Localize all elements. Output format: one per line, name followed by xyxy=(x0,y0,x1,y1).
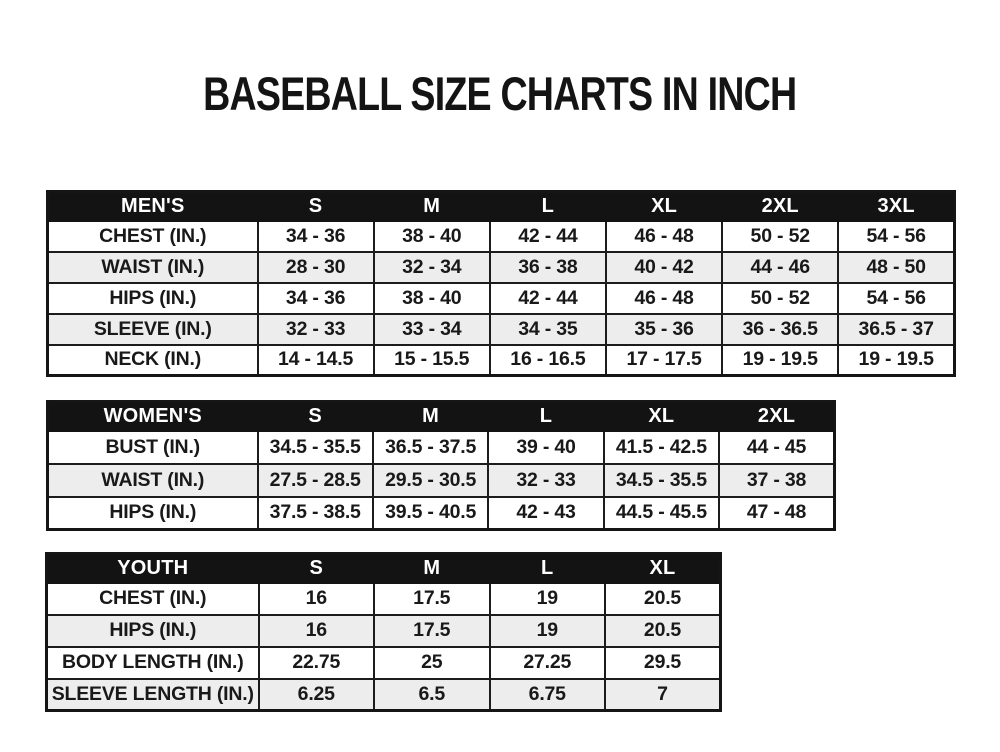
womens-size-table xyxy=(46,400,836,531)
size-value-cell: 19 - 19.5 xyxy=(722,345,838,376)
youth-sizes-table xyxy=(45,552,722,712)
table-row xyxy=(48,252,955,283)
size-value-cell: 36.5 - 37.5 xyxy=(373,431,488,464)
size-value-cell: 42 - 44 xyxy=(490,283,606,314)
table-title-cell: WOMEN'S xyxy=(48,402,258,431)
size-value-cell: 7 xyxy=(605,679,721,711)
mens-sizes-table xyxy=(46,190,956,377)
size-value-cell: 29.5 xyxy=(605,647,721,679)
size-value-cell: 34 - 36 xyxy=(258,221,374,252)
size-value-cell: 54 - 56 xyxy=(838,283,954,314)
table-row xyxy=(48,314,955,345)
size-value-cell: 46 - 48 xyxy=(606,221,722,252)
table-row xyxy=(48,464,835,497)
row-label-cell: BODY LENGTH (IN.) xyxy=(47,647,259,679)
row-label-cell: SLEEVE (IN.) xyxy=(48,314,258,345)
column-header-m: M xyxy=(373,402,488,431)
column-header-xl: XL xyxy=(605,554,721,583)
header-row xyxy=(47,554,721,583)
row-label-cell: SLEEVE LENGTH (IN.) xyxy=(47,679,259,711)
row-label-cell: HIPS (IN.) xyxy=(48,283,258,314)
size-value-cell: 39 - 40 xyxy=(488,431,603,464)
size-value-cell: 15 - 15.5 xyxy=(374,345,490,376)
mens-size-table xyxy=(46,190,956,377)
page-title-text: BASEBALL SIZE CHARTS IN INCH xyxy=(203,67,797,120)
size-value-cell: 44 - 45 xyxy=(719,431,834,464)
table-row xyxy=(48,497,835,530)
size-value-cell: 46 - 48 xyxy=(606,283,722,314)
size-value-cell: 19 xyxy=(490,583,606,615)
column-header-xl: XL xyxy=(606,192,722,221)
size-value-cell: 44 - 46 xyxy=(722,252,838,283)
size-value-cell: 16 xyxy=(259,615,375,647)
row-label-cell: WAIST (IN.) xyxy=(48,252,258,283)
size-value-cell: 19 - 19.5 xyxy=(838,345,954,376)
size-value-cell: 20.5 xyxy=(605,615,721,647)
size-value-cell: 41.5 - 42.5 xyxy=(604,431,719,464)
size-value-cell: 34.5 - 35.5 xyxy=(604,464,719,497)
table-row xyxy=(47,647,721,679)
row-label-cell: NECK (IN.) xyxy=(48,345,258,376)
column-header-2xl: 2XL xyxy=(722,192,838,221)
column-header-s: S xyxy=(259,554,375,583)
table-row xyxy=(48,431,835,464)
column-header-l: L xyxy=(488,402,603,431)
size-value-cell: 27.25 xyxy=(490,647,606,679)
womens-sizes-table xyxy=(46,400,836,531)
table-row xyxy=(48,221,955,252)
size-value-cell: 20.5 xyxy=(605,583,721,615)
column-header-l: L xyxy=(490,554,606,583)
size-value-cell: 48 - 50 xyxy=(838,252,954,283)
size-value-cell: 14 - 14.5 xyxy=(258,345,374,376)
column-header-xl: XL xyxy=(604,402,719,431)
size-value-cell: 34 - 35 xyxy=(490,314,606,345)
size-value-cell: 38 - 40 xyxy=(374,283,490,314)
size-value-cell: 36 - 36.5 xyxy=(722,314,838,345)
size-value-cell: 54 - 56 xyxy=(838,221,954,252)
size-value-cell: 36 - 38 xyxy=(490,252,606,283)
size-value-cell: 32 - 33 xyxy=(488,464,603,497)
row-label-cell: BUST (IN.) xyxy=(48,431,258,464)
size-value-cell: 40 - 42 xyxy=(606,252,722,283)
table-row xyxy=(48,283,955,314)
table-row xyxy=(48,345,955,376)
header-row xyxy=(48,402,835,431)
column-header-l: L xyxy=(490,192,606,221)
row-label-cell: CHEST (IN.) xyxy=(48,221,258,252)
header-row xyxy=(48,192,955,221)
size-value-cell: 28 - 30 xyxy=(258,252,374,283)
row-label-cell: HIPS (IN.) xyxy=(47,615,259,647)
size-value-cell: 27.5 - 28.5 xyxy=(258,464,373,497)
column-header-m: M xyxy=(374,554,490,583)
table-row xyxy=(47,679,721,711)
size-value-cell: 42 - 43 xyxy=(488,497,603,530)
size-value-cell: 17.5 xyxy=(374,583,490,615)
size-value-cell: 37 - 38 xyxy=(719,464,834,497)
size-value-cell: 37.5 - 38.5 xyxy=(258,497,373,530)
size-value-cell: 42 - 44 xyxy=(490,221,606,252)
size-value-cell: 16 xyxy=(259,583,375,615)
row-label-cell: WAIST (IN.) xyxy=(48,464,258,497)
table-title-cell: YOUTH xyxy=(47,554,259,583)
size-value-cell: 32 - 34 xyxy=(374,252,490,283)
size-value-cell: 17 - 17.5 xyxy=(606,345,722,376)
size-value-cell: 6.5 xyxy=(374,679,490,711)
column-header-2xl: 2XL xyxy=(719,402,834,431)
row-label-cell: CHEST (IN.) xyxy=(47,583,259,615)
size-value-cell: 32 - 33 xyxy=(258,314,374,345)
table-row xyxy=(47,615,721,647)
size-value-cell: 29.5 - 30.5 xyxy=(373,464,488,497)
size-value-cell: 6.25 xyxy=(259,679,375,711)
size-value-cell: 47 - 48 xyxy=(719,497,834,530)
row-label-cell: HIPS (IN.) xyxy=(48,497,258,530)
size-value-cell: 34.5 - 35.5 xyxy=(258,431,373,464)
size-value-cell: 33 - 34 xyxy=(374,314,490,345)
youth-size-table xyxy=(45,552,722,712)
size-value-cell: 19 xyxy=(490,615,606,647)
size-value-cell: 17.5 xyxy=(374,615,490,647)
table-title-cell: MEN'S xyxy=(48,192,258,221)
size-value-cell: 16 - 16.5 xyxy=(490,345,606,376)
size-value-cell: 50 - 52 xyxy=(722,283,838,314)
size-value-cell: 44.5 - 45.5 xyxy=(604,497,719,530)
table-row xyxy=(47,583,721,615)
size-value-cell: 25 xyxy=(374,647,490,679)
column-header-3xl: 3XL xyxy=(838,192,954,221)
size-value-cell: 34 - 36 xyxy=(258,283,374,314)
column-header-s: S xyxy=(258,192,374,221)
size-value-cell: 35 - 36 xyxy=(606,314,722,345)
size-value-cell: 22.75 xyxy=(259,647,375,679)
column-header-m: M xyxy=(374,192,490,221)
size-value-cell: 50 - 52 xyxy=(722,221,838,252)
size-value-cell: 39.5 - 40.5 xyxy=(373,497,488,530)
size-value-cell: 6.75 xyxy=(490,679,606,711)
size-value-cell: 36.5 - 37 xyxy=(838,314,954,345)
size-value-cell: 38 - 40 xyxy=(374,221,490,252)
column-header-s: S xyxy=(258,402,373,431)
page-title xyxy=(0,66,1000,121)
